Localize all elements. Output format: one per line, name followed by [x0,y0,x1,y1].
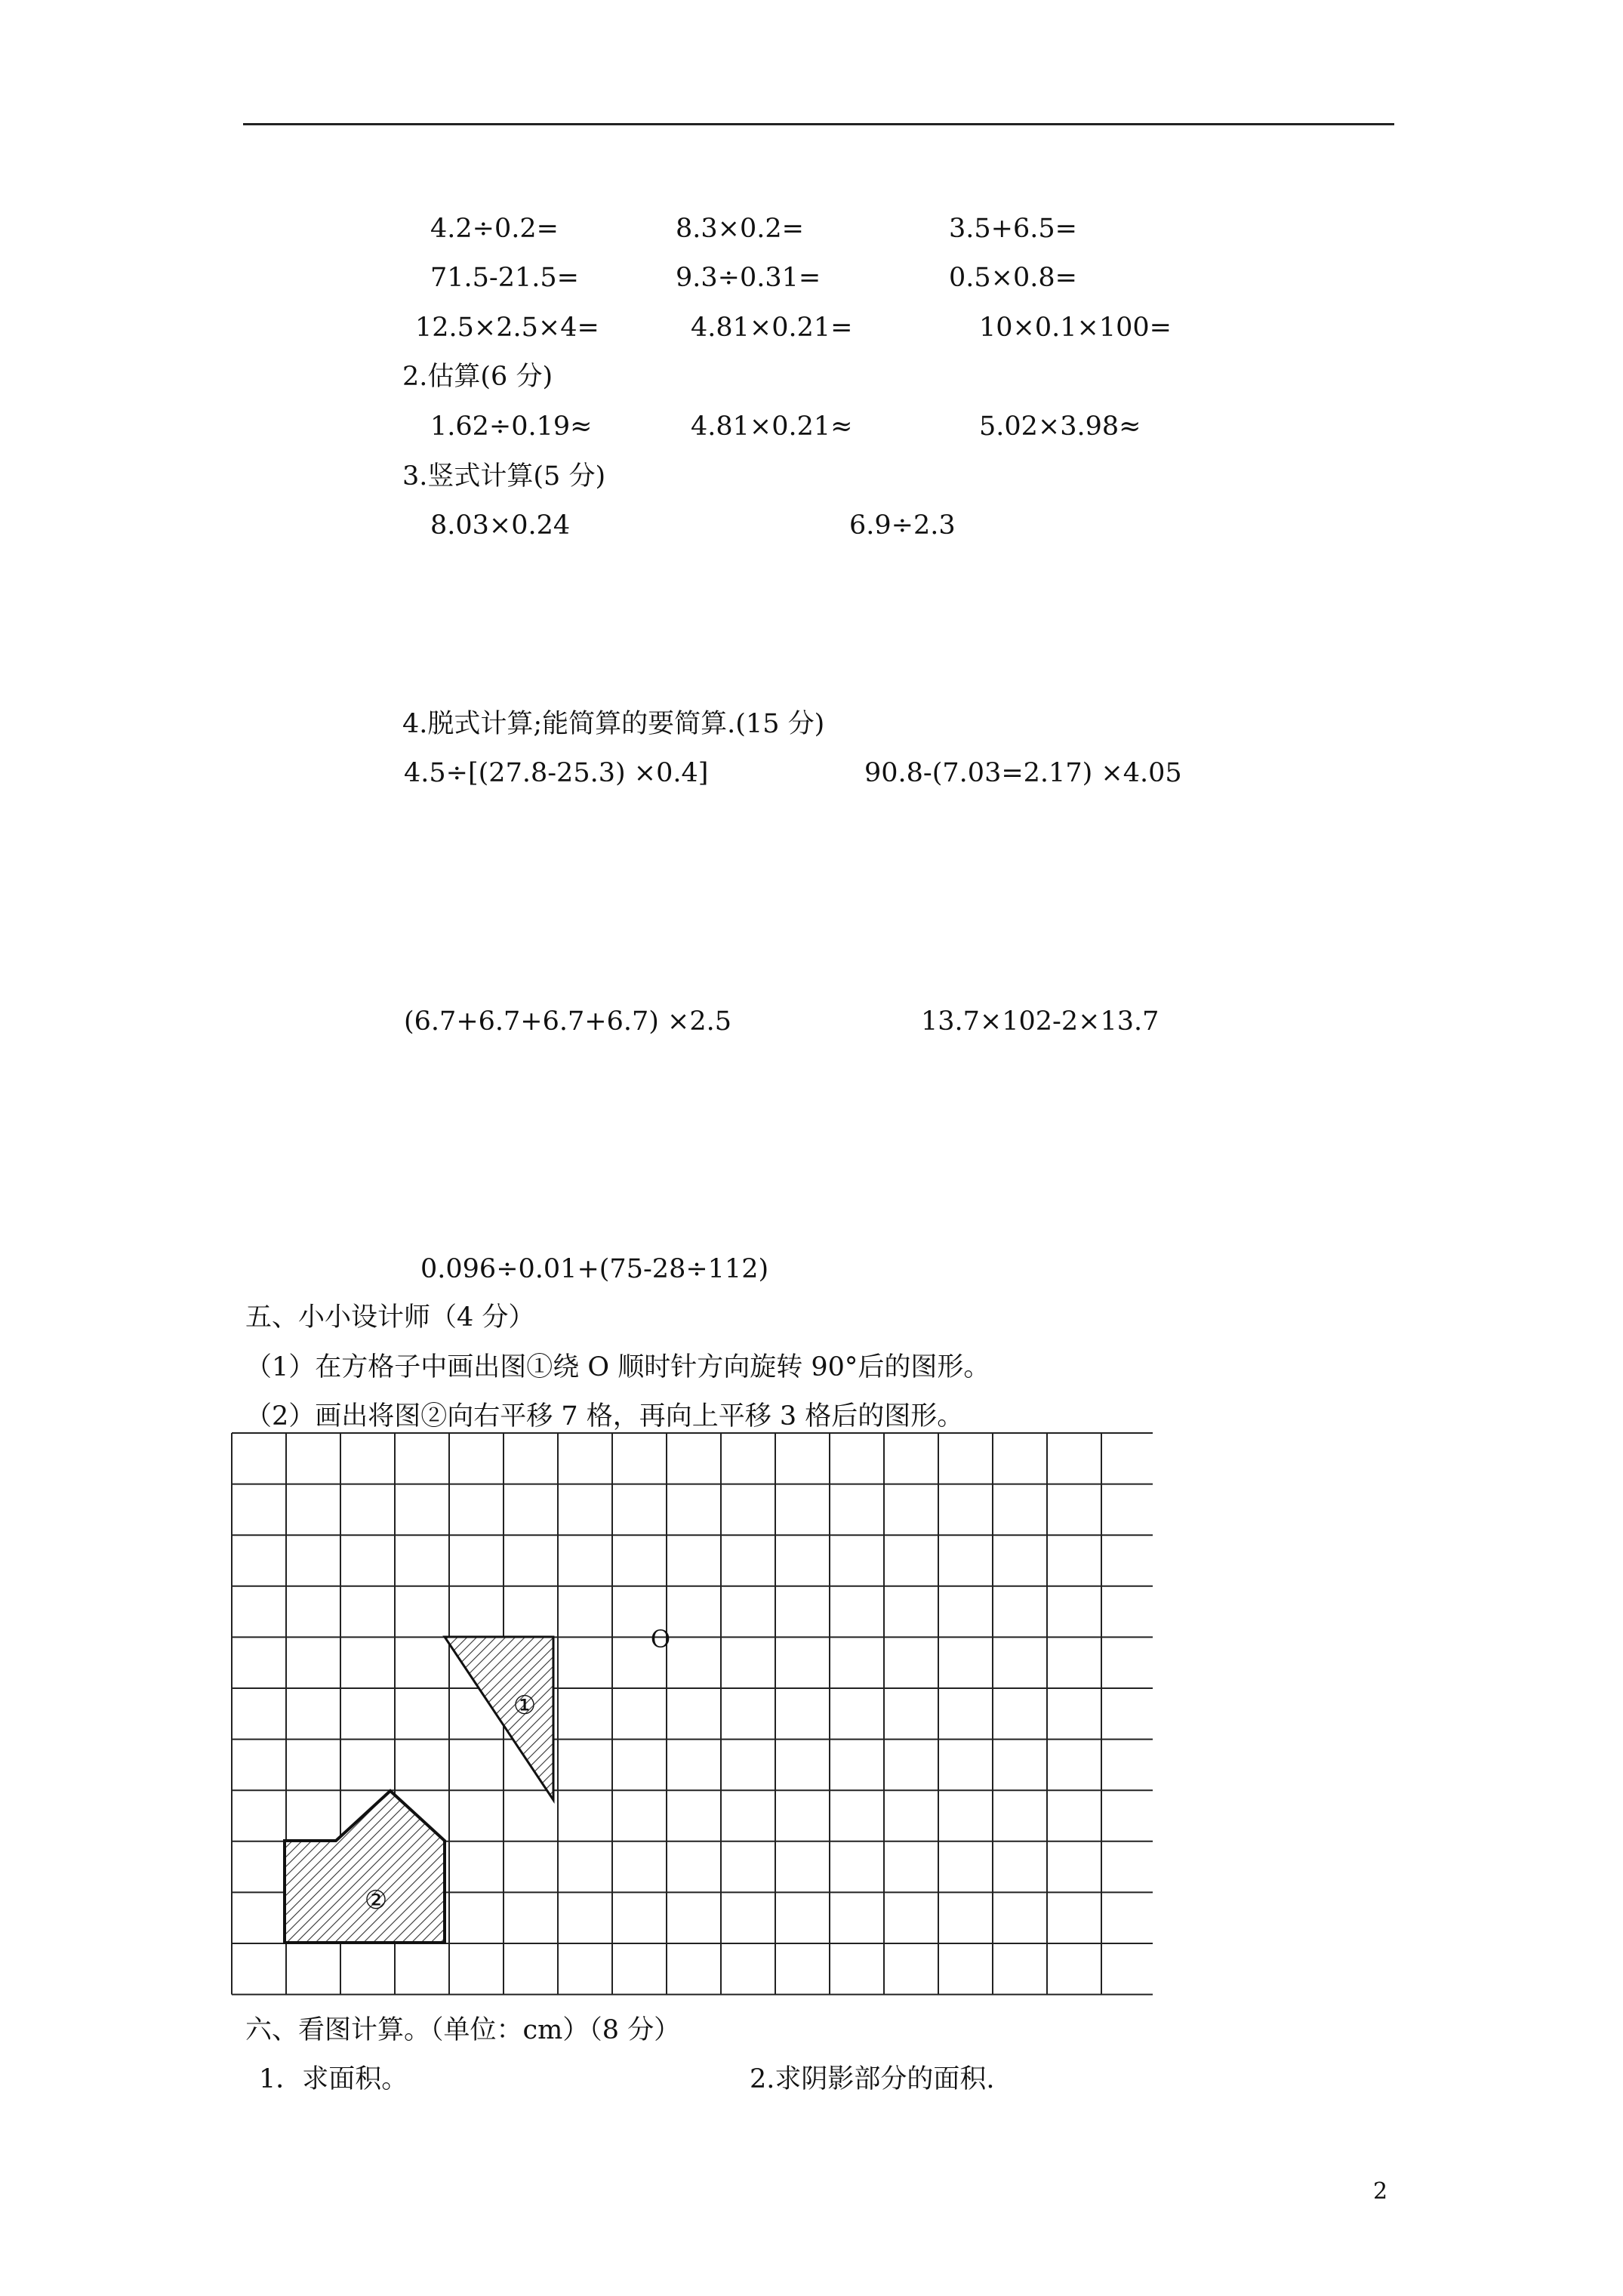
section5-title: 五、小小设计师（4 分） [245,1302,535,1333]
vertical-heading: 3.竖式计算(5 分) [402,461,606,492]
shape-1-label: ① [513,1690,537,1721]
section6-question-2: 2.求阴影部分的面积. [750,2064,995,2094]
vertical-item: 8.03×0.24 [430,510,571,541]
oral-item: 0.5×0.8= [949,263,1077,293]
stepwise-item: 4.5÷[(27.8-25.3) ×0.4] [404,758,709,788]
vertical-item: 6.9÷2.3 [849,510,956,541]
estimate-item: 5.02×3.98≈ [979,411,1141,442]
oral-item: 8.3×0.2= [676,214,804,244]
header-rule [243,123,1394,125]
square-grid [230,1432,1153,1996]
shape-1-triangle [445,1637,553,1800]
section5-question-2: （2）画出将图②向右平移 7 格，再向上平移 3 格后的图形。 [245,1401,964,1432]
point-o-label: O [650,1625,671,1653]
section6-question-1: 1．求面积。 [259,2064,408,2094]
oral-item: 71.5-21.5= [430,263,580,293]
estimate-heading: 2.估算(6 分) [402,362,553,392]
stepwise-heading: 4.脱式计算;能简算的要简算.(15 分) [402,709,825,739]
oral-item: 10×0.1×100= [979,313,1172,343]
estimate-item: 4.81×0.21≈ [691,411,853,442]
section5-question-1: （1）在方格子中画出图①绕 O 顺时针方向旋转 90°后的图形。 [245,1352,990,1382]
shape-2-label: ② [364,1885,388,1915]
oral-item: 4.81×0.21= [691,313,853,343]
stepwise-item: 90.8-(7.03=2.17) ×4.05 [864,758,1182,788]
stepwise-item: 0.096÷0.01+(75-28÷112) [420,1254,769,1284]
oral-item: 12.5×2.5×4= [415,313,599,343]
stepwise-item: (6.7+6.7+6.7+6.7) ×2.5 [404,1006,732,1037]
estimate-item: 1.62÷0.19≈ [430,411,593,442]
oral-item: 4.2÷0.2= [430,214,559,244]
oral-item: 3.5+6.5= [949,214,1077,244]
page-number: 2 [1373,2178,1388,2205]
oral-item: 9.3÷0.31= [676,263,821,293]
section6-title: 六、看图计算。（单位：cm）（8 分） [245,2015,681,2045]
stepwise-item: 13.7×102-2×13.7 [921,1006,1160,1037]
shape-2-house [285,1791,445,1943]
